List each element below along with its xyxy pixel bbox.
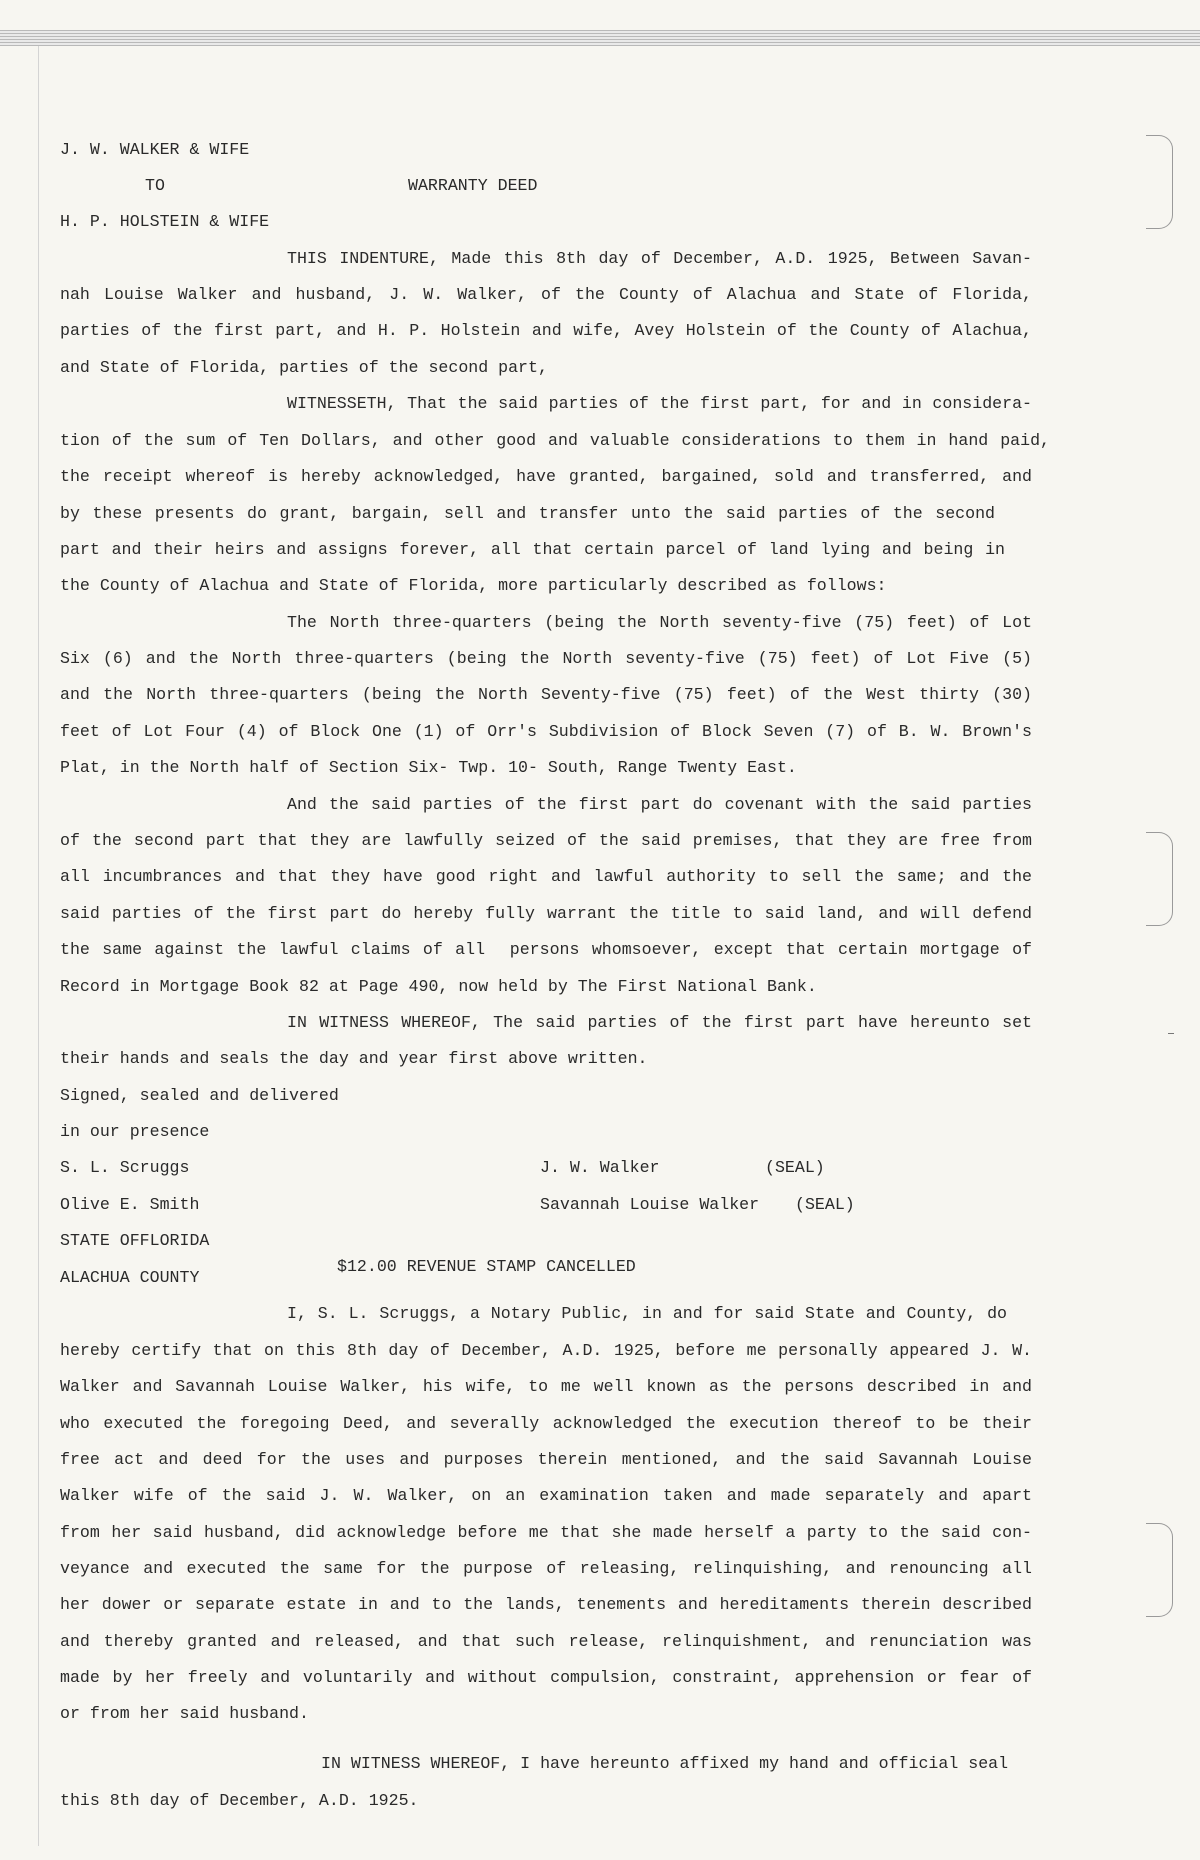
covenant-line: Record in Mortgage Book 82 at Page 490, now held by The First National Bank.	[60, 977, 817, 996]
document-title: WARRANTY DEED	[408, 176, 538, 195]
acknowledgment-line: and thereby granted and released, and that such release, relinquishment, and renunciation was	[60, 1632, 1032, 1651]
acknowledgment-line: I, S. L. Scruggs, a Notary Public, in and for said State and County, do	[287, 1304, 1007, 1323]
page-left-edge	[38, 46, 39, 1846]
scan-mark	[1168, 1033, 1174, 1034]
body-line: part and their heirs and assigns forever, all that certain parcel of land lying and being in	[60, 540, 1005, 559]
body-line: by these presents do grant, bargain, sell and transfer unto the said parties of the second	[60, 504, 995, 523]
body-line: tion of the sum of Ten Dollars, and other good and valuable considerations to them in hand paid,	[60, 431, 1050, 450]
covenant-line: And the said parties of the first part do covenant with the said parties	[287, 795, 1032, 814]
acknowledgment-line: made by her freely and voluntarily and without compulsion, constraint, apprehension or fear of	[60, 1668, 1032, 1687]
legal-description-line: The North three-quarters (being the North seventy-five (75) feet) of Lot	[287, 613, 1032, 632]
legal-description-line: and the North three-quarters (being the North Seventy-five (75) feet) of the West thirty (30)	[60, 685, 1032, 704]
binder-hole-middle	[1146, 832, 1173, 926]
body-line: and State of Florida, parties of the second part,	[60, 358, 548, 377]
testimonium-line: their hands and seals the day and year first above written.	[60, 1049, 648, 1068]
signer-name: J. W. Walker	[540, 1158, 660, 1177]
acknowledgment-line: hereby certify that on this 8th day of December, A.D. 1925, before me personally appeared J. W.	[60, 1341, 1032, 1360]
covenant-line: of the second part that they are lawfully seized of the said premises, that they are free from	[60, 831, 1032, 850]
acknowledgment-line: from her said husband, did acknowledge before me that she made herself a party to the said con-	[60, 1523, 1032, 1542]
testimonium-line: IN WITNESS WHEREOF, The said parties of the first part have hereunto set	[287, 1013, 1032, 1032]
body-line: parties of the first part, and H. P. Holstein and wife, Avey Holstein of the County of Alachua,	[60, 321, 1032, 340]
body-line: the County of Alachua and State of Florida, more particularly described as follows:	[60, 576, 887, 595]
grantee-heading: H. P. HOLSTEIN & WIFE	[60, 212, 270, 231]
to-heading: TO	[145, 176, 165, 195]
seal-label: (SEAL)	[795, 1195, 855, 1214]
covenant-line: all incumbrances and that they have good right and lawful authority to sell the same; and the	[60, 867, 1032, 886]
grantor-heading: J. W. WALKER & WIFE	[60, 140, 250, 159]
notary-testimonium-line: this 8th day of December, A.D. 1925.	[60, 1791, 419, 1810]
acknowledgment-line: her dower or separate estate in and to the lands, tenements and hereditaments therein described	[60, 1595, 1032, 1614]
acknowledgment-line: free act and deed for the uses and purposes therein mentioned, and the said Savannah Louise	[60, 1450, 1032, 1469]
acknowledgment-line: or from her said husband.	[60, 1704, 309, 1723]
venue-county: ALACHUA COUNTY	[60, 1268, 200, 1287]
legal-description-line: Six (6) and the North three-quarters (being the North seventy-five (75) feet) of Lot Five (5)	[60, 649, 1032, 668]
acknowledgment-line: Walker wife of the said J. W. Walker, on an examination taken and made separately and apart	[60, 1486, 1032, 1505]
witness-name: Olive E. Smith	[60, 1195, 200, 1214]
legal-description-line: feet of Lot Four (4) of Block One (1) of Orr's Subdivision of Block Seven (7) of B. W. Brown's	[60, 722, 1032, 741]
signed-sealed-label: Signed, sealed and delivered	[60, 1086, 339, 1105]
acknowledgment-line: who executed the foregoing Deed, and severally acknowledged the execution thereof to be their	[60, 1414, 1032, 1433]
binder-hole-top	[1146, 135, 1173, 229]
scan-top-border	[0, 30, 1200, 46]
witness-name: S. L. Scruggs	[60, 1158, 190, 1177]
revenue-stamp-note: $12.00 REVENUE STAMP CANCELLED	[337, 1257, 636, 1276]
in-presence-label: in our presence	[60, 1122, 210, 1141]
legal-description-line: Plat, in the North half of Section Six- Twp. 10- South, Range Twenty East.	[60, 758, 797, 777]
body-line: THIS INDENTURE, Made this 8th day of December, A.D. 1925, Between Savan-	[287, 249, 1032, 268]
acknowledgment-line: veyance and executed the same for the purpose of releasing, relinquishing, and renouncing all	[60, 1559, 1032, 1578]
notary-testimonium-line: IN WITNESS WHEREOF, I have hereunto affixed my hand and official seal	[321, 1754, 1009, 1773]
body-line: nah Louise Walker and husband, J. W. Walker, of the County of Alachua and State of Florida,	[60, 285, 1032, 304]
venue-state: STATE OFFLORIDA	[60, 1231, 210, 1250]
acknowledgment-line: Walker and Savannah Louise Walker, his wife, to me well known as the persons described in and	[60, 1377, 1032, 1396]
binder-hole-bottom	[1146, 1523, 1173, 1617]
covenant-line: the same against the lawful claims of all persons whomsoever, except that certain mortgage of	[60, 940, 1032, 959]
signer-name: Savannah Louise Walker	[540, 1195, 760, 1214]
covenant-line: said parties of the first part do hereby fully warrant the title to said land, and will defend	[60, 904, 1032, 923]
body-line: WITNESSETH, That the said parties of the first part, for and in considera-	[287, 394, 1032, 413]
seal-label: (SEAL)	[765, 1158, 825, 1177]
body-line: the receipt whereof is hereby acknowledged, have granted, bargained, sold and transferred, and	[60, 467, 1032, 486]
